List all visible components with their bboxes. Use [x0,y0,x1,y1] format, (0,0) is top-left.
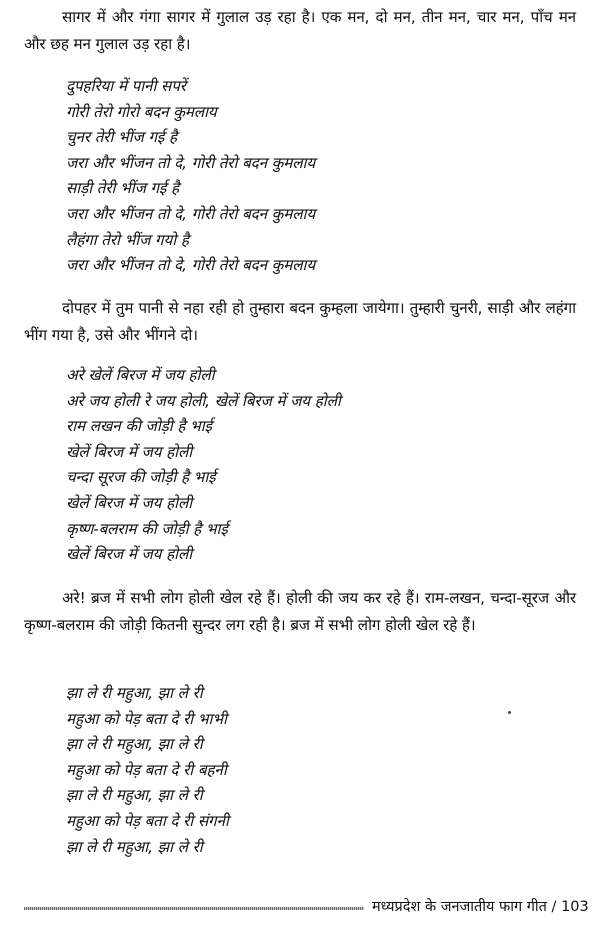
verse-line: झा ले री महुआ, झा ले री [66,837,203,856]
ink-speck [508,711,511,714]
verse-line: साड़ी तेरी भींज गई है [66,179,180,198]
verse-line: खेलें बिरज में जय होली [66,545,193,564]
verse-line: चन्दा सूरज की जोड़ी है भाई [66,468,216,487]
verse-line: गोरी तेरो गोरो बदन कुमलाय [66,102,217,121]
verse-line: महुआ को पेड़ बता दे री बहनी [66,760,227,779]
page-footer [372,895,589,919]
footer-rule [24,907,364,910]
verse-line: महुआ को पेड़ बता दे री भाभी [66,709,227,728]
verse-line: झा ले री महुआ, झा ले री [66,786,203,805]
verse-line: दुपहरिया में पानी सपरें [66,77,186,95]
verse-line: लैहंगा तेरो भींज गयो है [66,230,189,249]
verse-line: राम लखन की जोड़ी है भाई [66,417,212,436]
verse-block-2 [66,363,341,568]
verse-line: झा ले री महुआ, झा ले री [66,735,203,754]
verse-block-1 [66,74,315,279]
paragraph-2: दोपहर में तुम पानी से नहा रही हो तुम्हारा बदन कुम्हला जायेगा। तुम्हारी चुनरी, साड़ी और लहंगा भींग गया है, उसे और भींगने दो। [24,299,576,344]
verse-line: जरा और भींजन तो दे, गोरी तेरो बदन कुमलाय [66,153,316,172]
verse-line: महुआ को पेड़ बता दे री संगनी [66,811,229,830]
paragraph-3: अरे! ब्रज में सभी लोग होली खेल रहे हैं। होली की जय कर रहे हैं। राम-लखन, चन्दा-सूरज और कृष्ण-बलराम की जोड़ी कितनी सुन्दर लग रही है। ब्रज में सभी लोग होली खेल रहे हैं। [24,589,576,634]
paragraph-1: सागर में और गंगा सागर में गुलाल उड़ रहा है। एक मन, दो मन, तीन मन, चार मन, पाँच मन और छह मन गुलाल उड़ रहा है। [24,8,576,53]
verse-line: जरा और भींजन तो दे, गोरी तेरो बदन कुमलाय [66,256,316,275]
verse-line: खेलें बिरज में जय होली [66,442,193,461]
verse-line: अरे जय होली रे जय होली, खेलें बिरज में जय होली [66,391,341,410]
verse-line: झा ले री महुआ, झा ले री [66,684,203,702]
verse-line: खेलें बिरज में जय होली [66,493,193,512]
page-number: 103 [561,899,589,915]
verse-line: अरे खेलें बिरज में जय होली [66,366,215,384]
verse-block-3 [66,681,229,860]
running-title: मध्यप्रदेश के जनजातीय फाग गीत / [372,899,557,915]
verse-line: चुनर तेरी भींज गई है [66,128,177,147]
verse-line: जरा और भींजन तो दे, गोरी तेरो बदन कुमलाय [66,204,316,223]
verse-line: कृष्ण-बलराम की जोड़ी है भाई [66,519,228,538]
